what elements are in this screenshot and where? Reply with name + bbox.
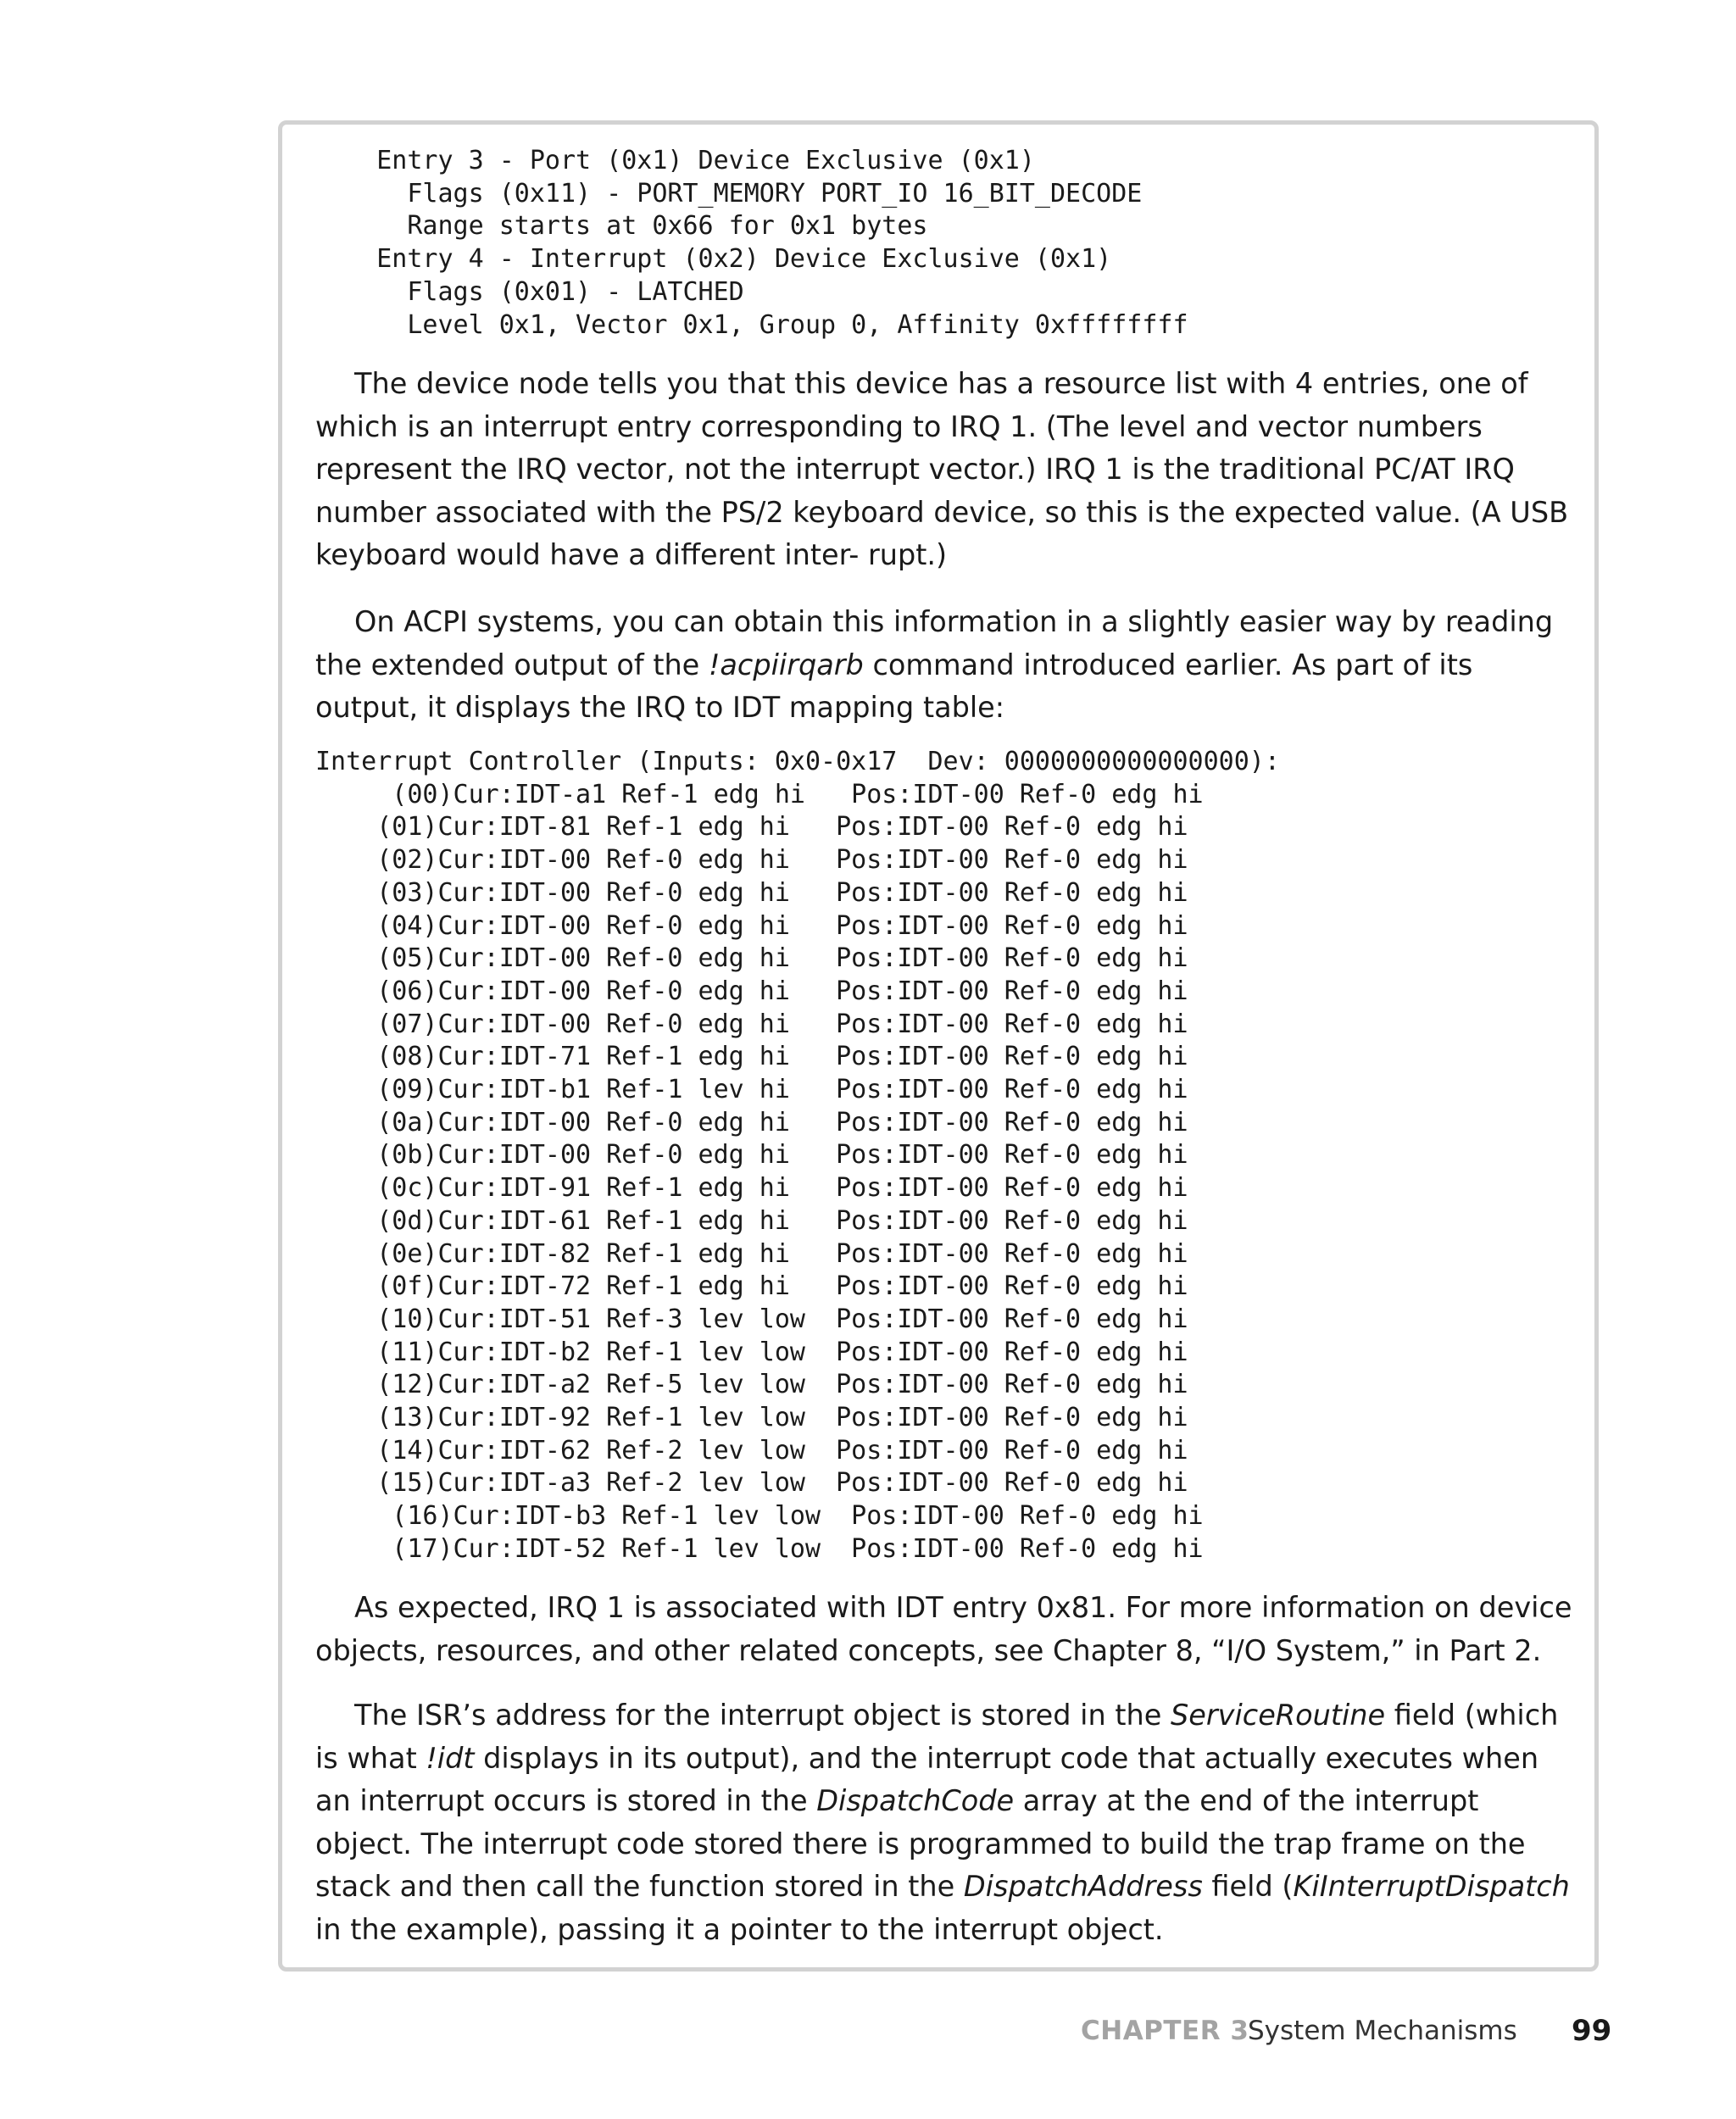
paragraph-isr-address: The ISR’s address for the interrupt object is stored in the ServiceRoutine field (which is what !idt displays in its output), and the interrupt code that actually executes when an interrupt occurs is stored in the DispatchCode array at the end of the interrupt object. The interrupt code stored there is programmed to build the trap frame on the stack and then call the function stored in the DispatchAddress field (KiInterruptDispatch in the example), passing it a pointer to the interrupt object.: [315, 1699, 1570, 1946]
table-row: (02)Cur:IDT-00 Ref-0 edg hi Pos:IDT-00 Ref-0 edg hi: [315, 845, 1188, 876]
table-row: (07)Cur:IDT-00 Ref-0 edg hi Pos:IDT-00 Ref-0 edg hi: [315, 1009, 1188, 1039]
table-row: (00)Cur:IDT-a1 Ref-1 edg hi Pos:IDT-00 Ref-0 edg hi: [315, 779, 1204, 809]
paragraph-acpi: On ACPI systems, you can obtain this information in a slightly easier way by reading the extended output of the !acpiirqarb command introduced earlier. As part of its output, it displays the IRQ to IDT mapping table:: [315, 605, 1554, 724]
code-line: Flags (0x11) - PORT_MEMORY PORT_IO 16_BIT_DECODE: [315, 178, 1143, 209]
table-row: (0c)Cur:IDT-91 Ref-1 edg hi Pos:IDT-00 Ref-0 edg hi: [315, 1173, 1188, 1204]
page-number: 99: [1572, 2014, 1612, 2048]
table-row: (0b)Cur:IDT-00 Ref-0 edg hi Pos:IDT-00 Ref-0 edg hi: [315, 1140, 1188, 1171]
table-row: (11)Cur:IDT-b2 Ref-1 lev low Pos:IDT-00 Ref-0 edg hi: [315, 1337, 1188, 1367]
table-row: (08)Cur:IDT-71 Ref-1 edg hi Pos:IDT-00 Ref-0 edg hi: [315, 1042, 1188, 1072]
table-row: (16)Cur:IDT-b3 Ref-1 lev low Pos:IDT-00 Ref-0 edg hi: [315, 1501, 1204, 1532]
paragraph-expected: As expected, IRQ 1 is associated with IDT entry 0x81. For more information on device objects, resources, and other related concepts, see Chapter 8, “I/O System,” in Part 2.: [315, 1591, 1572, 1667]
code-line: Range starts at 0x66 for 0x1 bytes: [315, 211, 928, 242]
table-row: (15)Cur:IDT-a3 Ref-2 lev low Pos:IDT-00 Ref-0 edg hi: [315, 1468, 1188, 1499]
table-row: (0a)Cur:IDT-00 Ref-0 edg hi Pos:IDT-00 Ref-0 edg hi: [315, 1107, 1188, 1137]
footer-chapter-title: System Mechanisms: [1248, 2016, 1517, 2046]
table-row: (13)Cur:IDT-92 Ref-1 lev low Pos:IDT-00 Ref-0 edg hi: [315, 1403, 1188, 1433]
table-row: (0e)Cur:IDT-82 Ref-1 edg hi Pos:IDT-00 Ref-0 edg hi: [315, 1238, 1188, 1269]
table-row: Interrupt Controller (Inputs: 0x0-0x17 Dev: 0000000000000000):: [315, 747, 1280, 776]
table-row: (17)Cur:IDT-52 Ref-1 lev low Pos:IDT-00 Ref-0 edg hi: [315, 1533, 1204, 1564]
paragraph-device-node: The device node tells you that this device has a resource list with 4 entries, one of which is an interrupt entry corresponding to IRQ 1. (The level and vector numbers represent the IRQ vector, not the interrupt vector.) IRQ 1 is the traditional PC/AT IRQ number associated with the PS/2 keyboard device, so this is the expected value. (A USB keyboard would have a different inter- rupt.): [315, 367, 1569, 571]
table-row: (0f)Cur:IDT-72 Ref-1 edg hi Pos:IDT-00 Ref-0 edg hi: [315, 1271, 1188, 1302]
table-row: (01)Cur:IDT-81 Ref-1 edg hi Pos:IDT-00 Ref-0 edg hi: [315, 812, 1188, 843]
table-row: (09)Cur:IDT-b1 Ref-1 lev hi Pos:IDT-00 Ref-0 edg hi: [315, 1075, 1188, 1105]
table-row: (14)Cur:IDT-62 Ref-2 lev low Pos:IDT-00 Ref-0 edg hi: [315, 1435, 1188, 1466]
code-block-irq-idt-table: [315, 746, 1280, 1566]
table-row: (03)Cur:IDT-00 Ref-0 edg hi Pos:IDT-00 Ref-0 edg hi: [315, 877, 1188, 908]
code-line: Entry 3 - Port (0x1) Device Exclusive (0x1): [315, 146, 1035, 175]
table-row: (05)Cur:IDT-00 Ref-0 edg hi Pos:IDT-00 Ref-0 edg hi: [315, 943, 1188, 974]
code-line: Level 0x1, Vector 0x1, Group 0, Affinity 0xffffffff: [315, 309, 1188, 340]
code-block-resource-entries: [315, 145, 1188, 342]
code-line: Flags (0x01) - LATCHED: [315, 276, 744, 307]
footer-chapter: CHAPTER 3: [1081, 2016, 1249, 2046]
table-row: (10)Cur:IDT-51 Ref-3 lev low Pos:IDT-00 Ref-0 edg hi: [315, 1304, 1188, 1334]
table-row: (12)Cur:IDT-a2 Ref-5 lev low Pos:IDT-00 Ref-0 edg hi: [315, 1370, 1188, 1400]
command-acpiirqarb: !acpiirqarb: [708, 648, 864, 681]
table-row: (04)Cur:IDT-00 Ref-0 edg hi Pos:IDT-00 Ref-0 edg hi: [315, 910, 1188, 941]
table-row: (06)Cur:IDT-00 Ref-0 edg hi Pos:IDT-00 Ref-0 edg hi: [315, 976, 1188, 1006]
code-line: Entry 4 - Interrupt (0x2) Device Exclusive (0x1): [315, 244, 1112, 275]
table-row: (0d)Cur:IDT-61 Ref-1 edg hi Pos:IDT-00 Ref-0 edg hi: [315, 1205, 1188, 1236]
